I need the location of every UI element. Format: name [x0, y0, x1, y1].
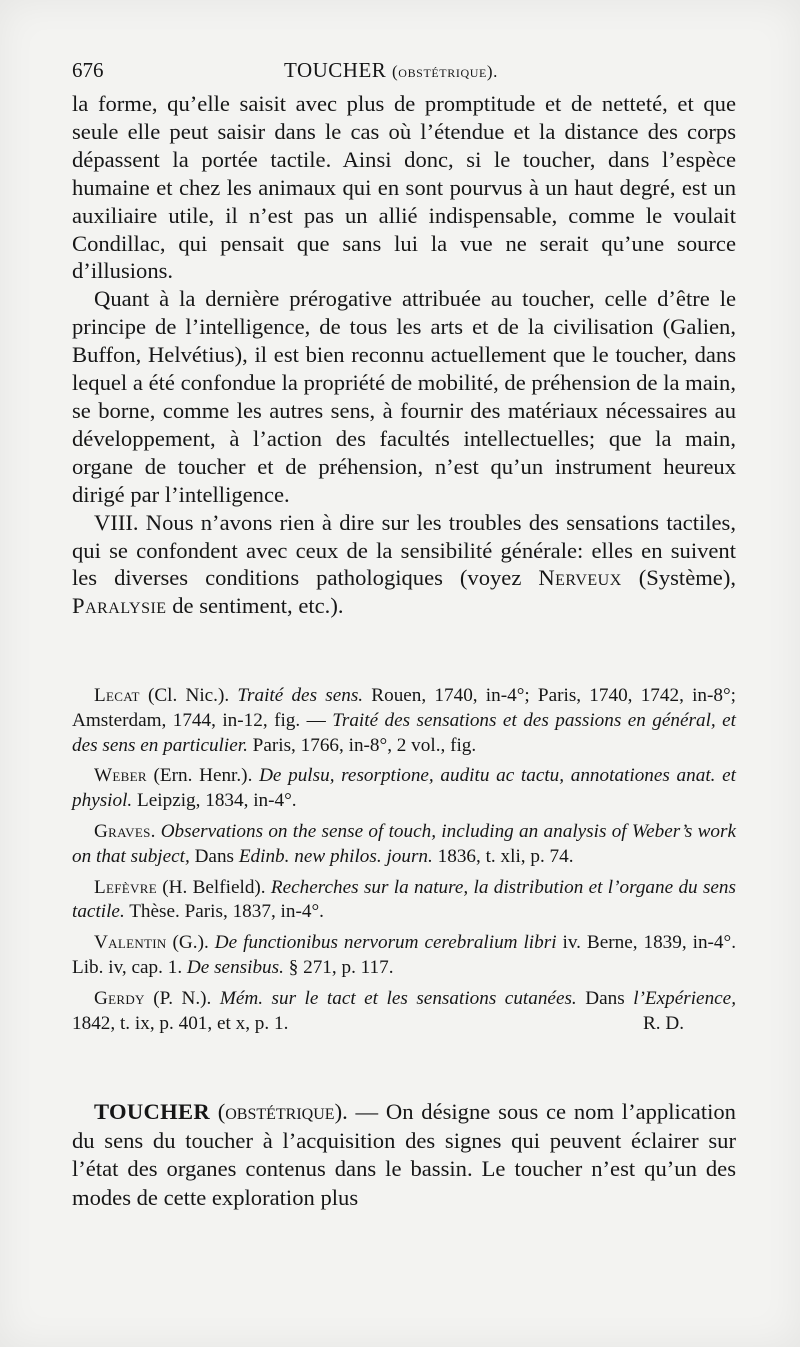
bib-title: Traité des sens. [237, 685, 364, 706]
xref-nerveux: Nerveux [538, 565, 622, 591]
bibliography-entry [72, 684, 736, 758]
bib-title: De functionibus nervorum cerebralium libri [214, 932, 557, 954]
bib-title: De pulsu, resorptione, auditu ac tactu, annotationes anat. et physiol. [72, 765, 736, 812]
bibliography-entry [72, 931, 736, 981]
bib-end: iv. Berne, 1839, in-4°. Lib. iv, cap. 1. [72, 932, 736, 978]
bib-title: Observations on the sense of touch, including an analysis of Weber’s work on that subject, [72, 820, 737, 867]
bib-title-second: l’Expérience, [633, 987, 736, 1009]
bib-author-rest: (G.). [166, 932, 215, 954]
bib-author: Gerdy [94, 987, 145, 1009]
bib-middle: Dans [189, 845, 239, 867]
bib-middle: Rouen, 1740, in-4°; Paris, 1740, 1742, in-8°; Amsterdam, 1744, in-12, fig. — [72, 685, 736, 731]
bib-title-second: Traité des sensations et des passions en général, et des sens en particulier. [72, 709, 736, 756]
bibliography-entry [72, 820, 736, 870]
page-header [72, 58, 736, 88]
article-headword: TOUCHER [94, 1099, 210, 1124]
bib-end-second: § 271, p. 117. [283, 956, 394, 978]
bib-author-rest: (H. Belfield). [156, 876, 271, 898]
xref-paralysie: Paralysie [72, 593, 167, 619]
paragraph-viii [72, 509, 736, 621]
paragraph-intelligence: Quant à la dernière prérogative attribuée au toucher, celle d’être le principe de l’intelligence, de tous les arts et de la civilisation (Galien, Buffon, Helvétius), il est bien reconnu actuellement que le toucher, dans lequel a été confondue la propriété de mobilité, de préhension de la main, se borne, comme les autres sens, à fournir des matériaux nécessaires au développement, à l’action des facultés intellectuelles; que la main, organe de toucher et de préhension, n’est qu’un instrument heureux dirigé par l’intelligence. [72, 286, 736, 507]
bibliography-entry [72, 987, 736, 1037]
article-body [72, 90, 736, 620]
bib-author: Valentin [94, 932, 167, 954]
bib-author-rest: (Cl. Nic.). [139, 685, 238, 706]
paragraph-continuation: la forme, qu’elle saisit avec plus de promptitude et de netteté, et que seule elle peut saisir dans le cas où l’étendue et la distance des corps dépassent la portée tactile. Ainsi donc, si le toucher, dans l’espèce humaine et chez les animaux qui en sont pourvus à un haut degré, est un auxiliaire utile, il n’est pas un allié indispensable, comme le voulait Condillac, qui pensait que sans lui la vue ne serait qu’une source d’illusions. [72, 91, 736, 284]
bib-title-second: Edinb. new philos. journ. [238, 845, 433, 867]
bib-end: Leipzig, 1834, in-4°. [132, 790, 297, 812]
viii-text-middle: (Système), [621, 565, 736, 591]
article-qualifier: (obstétrique). — [209, 1099, 386, 1124]
bibliography-entry [72, 764, 736, 814]
running-title-main: TOUCHER [284, 58, 387, 82]
new-article-paragraph [72, 1098, 736, 1212]
bib-author: Graves [94, 820, 151, 842]
bib-title: Mém. sur le tact et les sensations cutanées. [219, 987, 577, 1009]
bib-author-rest: . [150, 820, 161, 842]
bib-title-second: De sensibus. [186, 956, 284, 978]
new-article [72, 1098, 736, 1212]
bibliography [72, 684, 736, 1042]
page-number: 676 [72, 58, 104, 82]
running-title-sub: (obstétrique). [392, 62, 499, 81]
bib-end: 1842, t. ix, p. 401, et x, p. 1. [72, 1012, 289, 1034]
viii-text-after: de sentiment, etc.). [166, 593, 344, 619]
bib-author: Weber [94, 765, 147, 787]
bib-end: Thèse. Paris, 1837, in-4°. [124, 901, 324, 923]
running-title [284, 58, 498, 83]
bib-title: Recherches sur la nature, la distribution et l’organe du sens tactile. [72, 876, 736, 923]
bib-end: Paris, 1766, in-8°, 2 vol., fig. [247, 734, 477, 756]
bibliography-entry [72, 876, 736, 926]
bib-author: Lefèvre [94, 876, 157, 898]
bib-author-rest: (P. N.). [144, 987, 220, 1009]
article-text: On désigne sous ce nom l’application du sens du toucher à l’acquisition des signes qui peuvent éclairer sur l’état des organes contenus dans le bassin. Le toucher n’est qu’un des modes de cette exploration plus [72, 1099, 736, 1210]
viii-text-before: VIII. Nous n’avons rien à dire sur les troubles des sensations tactiles, qui se confondent avec ceux de la sensibilité générale: elles en suivent les diverses conditions pathologiques (voyez [72, 509, 736, 591]
bib-author-rest: (Ern. Henr.). [146, 765, 260, 787]
bib-middle: Dans [576, 987, 634, 1009]
bib-end: 1836, t. xli, p. 74. [432, 845, 574, 867]
bib-author: Lecat [94, 685, 140, 706]
author-signature: R. D. [642, 1012, 684, 1034]
